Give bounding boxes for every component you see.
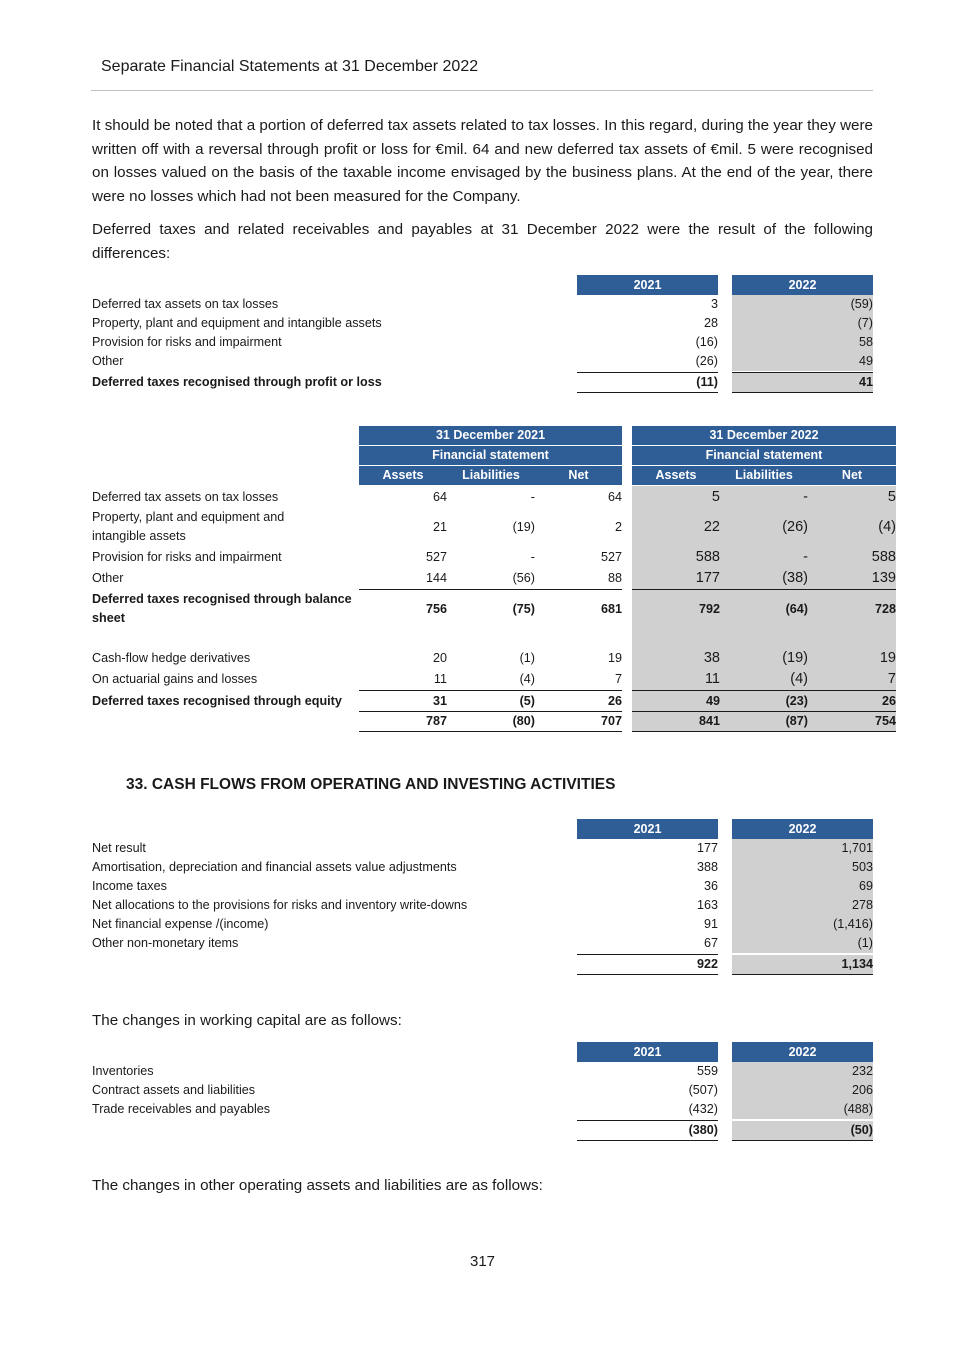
- value-liabilities-2022: -: [803, 549, 808, 565]
- value-2022: 69: [732, 877, 873, 896]
- value-net-2022: 728: [874, 602, 896, 616]
- value-net-2021: 527: [600, 550, 622, 564]
- value-assets-2021: 20: [432, 651, 447, 665]
- table-subtotal-row: [0, 590, 965, 628]
- value-liabilities-2021: -: [530, 550, 535, 564]
- value-net-2022: (4): [878, 519, 896, 535]
- paragraph-tax-losses: It should be noted that a portion of deferred tax assets related to tax losses. In this regard, during the year they were written off with a reversal through profit or loss for €mil. 64 and new deferred tax assets of €mil. 5 were recognised on losses valued on the basis of the taxable income envisaged by the business plans. At the end of the year, there were no losses which had not been measured for the Company.: [92, 117, 873, 205]
- value-assets-2021: 787: [425, 714, 447, 728]
- value-2021: 91: [703, 917, 718, 931]
- value-2022: 278: [732, 896, 873, 915]
- value-2021: (16): [695, 335, 718, 349]
- value-liabilities-2022: (26): [782, 519, 808, 535]
- value-assets-2022: 5: [711, 489, 720, 505]
- table-row: [0, 1081, 965, 1100]
- value-2021: 67: [703, 936, 718, 950]
- value-net-2021: 64: [607, 490, 622, 504]
- value-liabilities-2021: (1): [519, 651, 535, 665]
- row-label: Net result: [92, 841, 146, 855]
- column-group-header-2022: 31 December 2022: [632, 426, 896, 445]
- table-row: [0, 568, 965, 588]
- value-liabilities-2022: (23): [785, 694, 808, 708]
- value-assets-2022: 22: [703, 519, 720, 535]
- value-2021: (432): [688, 1102, 718, 1116]
- value-2021: (380): [688, 1123, 718, 1137]
- value-2021: 388: [696, 860, 718, 874]
- column-subheader-2021: Financial statement: [359, 446, 622, 465]
- value-assets-2022: 841: [698, 714, 720, 728]
- value-liabilities-2022: (19): [782, 650, 808, 666]
- value-assets-2022: 49: [705, 694, 720, 708]
- value-assets-2021: 21: [432, 520, 447, 534]
- row-label: Contract assets and liabilities: [92, 1083, 256, 1097]
- table-row: [0, 1062, 965, 1081]
- paragraph-working-capital: The changes in working capital are as follows:: [92, 1012, 402, 1029]
- table-total-row: [0, 955, 965, 974]
- column-header-2022: 2022: [732, 819, 873, 839]
- value-assets-2021: 11: [433, 672, 447, 686]
- table-row: [0, 858, 965, 877]
- value-net-2021: 707: [600, 714, 622, 728]
- column-subheader-2022: Financial statement: [632, 446, 896, 465]
- table-total-row: [0, 373, 965, 392]
- value-assets-2021: 144: [425, 571, 447, 585]
- value-2022: (1,416): [732, 915, 873, 934]
- value-liabilities-2022: (87): [785, 714, 808, 728]
- table-row: [0, 839, 965, 858]
- value-assets-2021: 756: [425, 602, 447, 616]
- value-net-2022: 5: [887, 489, 896, 505]
- row-label: Other non-monetary items: [92, 936, 239, 950]
- value-assets-2022: 792: [698, 602, 720, 616]
- table-row: [0, 314, 965, 333]
- column-header-2021: 2021: [577, 1042, 718, 1062]
- total-rule: [732, 392, 873, 393]
- value-2022: 1,134: [732, 955, 873, 974]
- value-assets-2022: 11: [704, 671, 720, 687]
- row-label: Trade receivables and payables: [92, 1102, 271, 1116]
- header-divider: [91, 90, 873, 91]
- value-assets-2022: 177: [695, 570, 720, 586]
- row-label: Deferred tax assets on tax losses: [92, 297, 279, 311]
- column-header-2021: 2021: [577, 275, 718, 295]
- row-label: Provision for risks and impairment: [92, 335, 282, 349]
- value-2022: 232: [732, 1062, 873, 1081]
- value-liabilities-2022: -: [803, 489, 808, 505]
- total-rule: [577, 392, 718, 393]
- value-2022: (7): [732, 314, 873, 333]
- value-net-2021: 7: [614, 672, 622, 686]
- value-assets-2021: 527: [425, 550, 447, 564]
- value-liabilities-2021: (80): [512, 714, 535, 728]
- table-subtotal-row: [0, 691, 965, 711]
- value-2021: (26): [695, 354, 718, 368]
- value-2022: 1,701: [732, 839, 873, 858]
- table-total-row: [0, 1121, 965, 1140]
- value-2022: 503: [732, 858, 873, 877]
- total-rule: [359, 731, 622, 732]
- value-2021: (11): [696, 375, 718, 389]
- table-row: [0, 295, 965, 314]
- value-2022: 206: [732, 1081, 873, 1100]
- value-liabilities-2021: (19): [512, 520, 535, 534]
- value-assets-2021: 64: [432, 490, 447, 504]
- total-rule: [577, 1140, 718, 1141]
- value-net-2022: 139: [871, 570, 896, 586]
- row-label: On actuarial gains and losses: [92, 672, 258, 686]
- value-assets-2022: 38: [703, 650, 720, 666]
- row-label: Deferred taxes recognised through balance sheet: [92, 592, 352, 625]
- value-net-2021: 2: [614, 520, 622, 534]
- row-label: Inventories: [92, 1064, 154, 1078]
- row-label: Other: [92, 571, 124, 585]
- value-liabilities-2022: (4): [790, 671, 808, 687]
- value-2022: 58: [732, 333, 873, 352]
- row-label: Cash-flow hedge derivatives: [92, 651, 251, 665]
- row-label: Property, plant and equipment and intangible assets: [92, 316, 382, 330]
- value-2022: (50): [732, 1121, 873, 1140]
- row-label: Amortisation, depreciation and financial assets value adjustments: [92, 860, 457, 874]
- column-header-assets-2022: Assets: [632, 466, 720, 485]
- row-label: Net financial expense /(income): [92, 917, 269, 931]
- column-header-assets-2021: Assets: [359, 466, 447, 485]
- value-2022: 41: [732, 373, 873, 392]
- row-label: Net allocations to the provisions for risks and inventory write-downs: [92, 898, 468, 912]
- table-row: [0, 508, 965, 546]
- page-header-title: Separate Financial Statements at 31 December 2022: [101, 58, 479, 75]
- value-net-2021: 88: [607, 571, 622, 585]
- row-label: Income taxes: [92, 879, 167, 893]
- value-liabilities-2021: (56): [512, 571, 535, 585]
- value-net-2022: 754: [874, 714, 896, 728]
- table-total-row: [0, 712, 965, 731]
- value-2022: (488): [732, 1100, 873, 1119]
- row-label: Other: [92, 354, 124, 368]
- column-header-liabilities-2021: Liabilities: [447, 466, 535, 485]
- value-net-2022: 19: [879, 650, 896, 666]
- row-label: Deferred taxes recognised through profit or loss: [92, 375, 382, 389]
- value-2021: 559: [696, 1064, 718, 1078]
- column-header-liabilities-2022: Liabilities: [720, 466, 808, 485]
- value-liabilities-2021: (75): [512, 602, 535, 616]
- table-row: [0, 877, 965, 896]
- value-2021: 177: [696, 841, 718, 855]
- page-number: 317: [469, 1253, 496, 1270]
- row-label: Property, plant and equipment and intangible assets: [92, 510, 285, 543]
- column-header-2022: 2022: [732, 1042, 873, 1062]
- table-row: [0, 487, 965, 507]
- total-rule: [732, 974, 873, 975]
- value-2021: 36: [703, 879, 718, 893]
- table-row: [0, 1100, 965, 1119]
- value-2022: (1): [732, 934, 873, 953]
- row-label: Deferred taxes recognised through equity: [92, 694, 342, 708]
- value-liabilities-2021: (5): [519, 694, 535, 708]
- table-row: [0, 915, 965, 934]
- value-net-2021: 681: [600, 602, 622, 616]
- total-rule: [577, 974, 718, 975]
- value-net-2021: 26: [607, 694, 622, 708]
- value-net-2022: 7: [887, 671, 896, 687]
- value-2021: 163: [696, 898, 718, 912]
- value-liabilities-2022: (64): [785, 602, 808, 616]
- value-2021: 28: [703, 316, 718, 330]
- section-heading: 33. CASH FLOWS FROM OPERATING AND INVESTING ACTIVITIES: [126, 776, 616, 793]
- table-row: [0, 648, 965, 668]
- total-rule: [632, 731, 896, 732]
- row-label: Deferred tax assets on tax losses: [92, 490, 279, 504]
- column-header-net-2022: Net: [808, 466, 896, 485]
- value-liabilities-2021: (4): [519, 672, 535, 686]
- value-liabilities-2022: (38): [782, 570, 808, 586]
- paragraph-other-operating: The changes in other operating assets and liabilities are as follows:: [92, 1177, 543, 1194]
- value-2022: (59): [732, 295, 873, 314]
- table-row: [0, 934, 965, 953]
- column-header-net-2021: Net: [535, 466, 622, 485]
- value-net-2022: 26: [881, 694, 896, 708]
- value-net-2021: 19: [607, 651, 622, 665]
- value-liabilities-2021: -: [530, 490, 535, 504]
- value-2021: 922: [696, 957, 718, 971]
- table-row: [0, 669, 965, 689]
- table-row: [0, 547, 965, 567]
- paragraph-deferred-taxes-intro: Deferred taxes and related receivables and payables at 31 December 2022 were the result of the following differences:: [92, 221, 873, 262]
- value-2021: 3: [710, 297, 718, 311]
- total-rule: [732, 1140, 873, 1141]
- row-label: Provision for risks and impairment: [92, 550, 282, 564]
- value-assets-2022: 588: [695, 549, 720, 565]
- column-group-header-2021: 31 December 2021: [359, 426, 622, 445]
- value-net-2022: 588: [871, 549, 896, 565]
- value-2021: (507): [688, 1083, 718, 1097]
- column-header-2022: 2022: [732, 275, 873, 295]
- value-2022: 49: [732, 352, 873, 371]
- table-row: [0, 333, 965, 352]
- table-deferred-taxes-balance-sheet: [0, 426, 965, 736]
- value-assets-2021: 31: [432, 694, 447, 708]
- table-row: [0, 352, 965, 371]
- table-row: [0, 896, 965, 915]
- column-header-2021: 2021: [577, 819, 718, 839]
